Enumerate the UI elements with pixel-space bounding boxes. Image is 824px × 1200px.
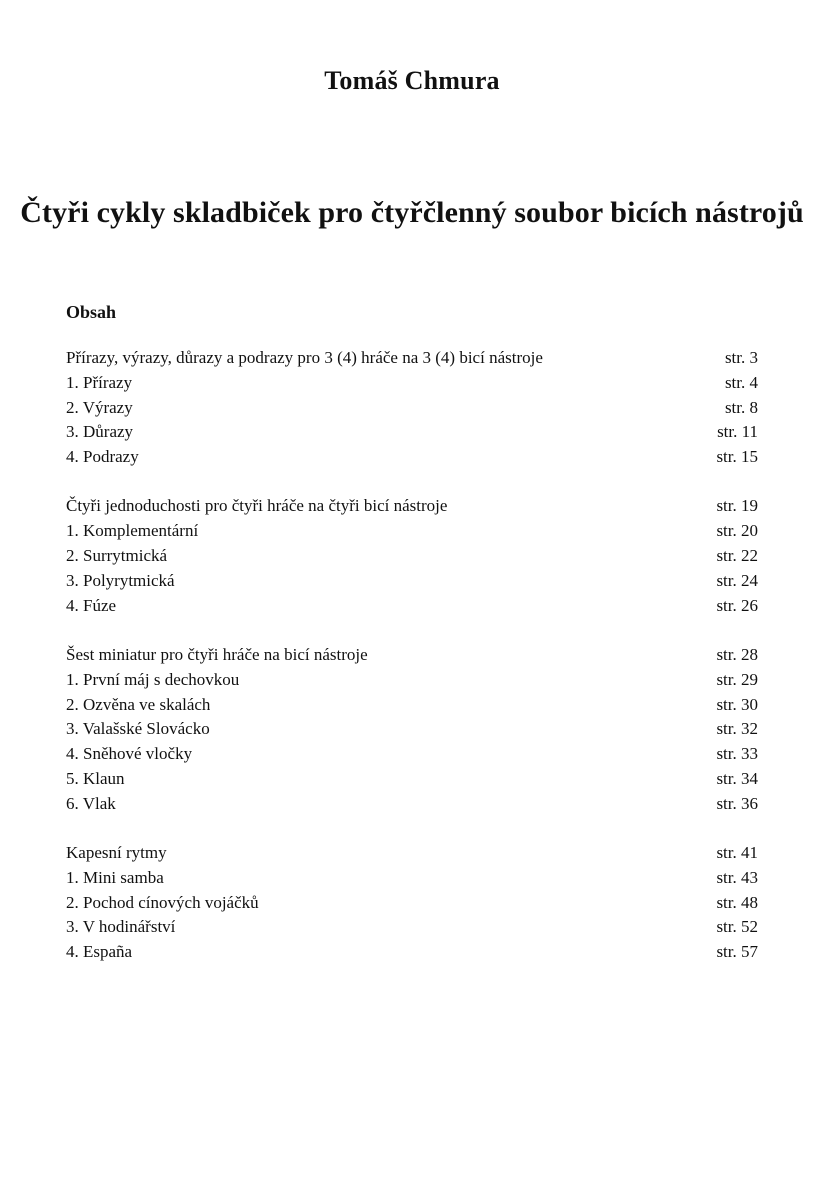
toc-entry-title: 5. Klaun [66, 768, 125, 788]
toc-section [66, 346, 758, 470]
toc-entry-title: 2. Pochod cínových vojáčků [66, 892, 259, 912]
toc-entry-page: str. 11 [717, 422, 758, 442]
toc-entry-title: Kapesní rytmy [66, 843, 167, 863]
table-of-contents [66, 346, 758, 990]
toc-entry-title: 2. Surrytmická [66, 546, 168, 566]
toc-entry [66, 717, 758, 742]
toc-entry-page: str. 30 [716, 694, 758, 714]
toc-entry-title: 1. První máj s dechovkou [66, 669, 240, 689]
toc-entry [66, 445, 758, 470]
toc-entry [66, 693, 758, 718]
toc-entry-title: 4. España [66, 942, 133, 962]
toc-entry-page: str. 28 [716, 644, 758, 664]
toc-entry-title: 4. Podrazy [66, 447, 139, 467]
toc-entry [66, 569, 758, 594]
toc-entry-page: str. 32 [716, 719, 758, 739]
toc-entry-page: str. 15 [716, 447, 758, 467]
toc-entry-page: str. 43 [716, 867, 758, 887]
toc-entry-title: Šest miniatur pro čtyři hráče na bicí nástroje [66, 644, 368, 664]
toc-section [66, 494, 758, 618]
toc-entry-title: 4. Sněhové vločky [66, 744, 193, 764]
toc-entry [66, 420, 758, 445]
toc-section [66, 643, 758, 817]
toc-entry-title: 1. Mini samba [66, 867, 164, 887]
toc-entry-title: 3. Valašské Slovácko [66, 719, 210, 739]
toc-entry-title: 3. Polyrytmická [66, 570, 175, 590]
toc-entry-title: Čtyři jednoduchosti pro čtyři hráče na čtyři bicí nástroje [66, 496, 448, 516]
toc-entry [66, 544, 758, 569]
toc-entry [66, 371, 758, 396]
toc-entry-title: 3. V hodinářství [66, 917, 176, 937]
toc-entry-page: str. 22 [716, 546, 758, 566]
toc-entry [66, 767, 758, 792]
toc-entry [66, 643, 758, 668]
toc-entry-page: str. 36 [716, 793, 758, 813]
toc-entry [66, 346, 758, 371]
toc-entry-page: str. 26 [716, 595, 758, 615]
toc-entry [66, 519, 758, 544]
toc-entry-page: str. 41 [716, 843, 758, 863]
toc-entry [66, 891, 758, 916]
toc-entry [66, 915, 758, 940]
toc-entry [66, 594, 758, 619]
toc-entry-page: str. 33 [716, 744, 758, 764]
toc-entry [66, 742, 758, 767]
toc-entry-title: 6. Vlak [66, 793, 116, 813]
toc-entry-title: Přírazy, výrazy, důrazy a podrazy pro 3 (4) hráče na 3 (4) bicí nástroje [66, 348, 543, 367]
toc-entry-page: str. 3 [724, 348, 758, 367]
toc-entry [66, 841, 758, 866]
toc-entry-page: str. 4 [724, 372, 758, 392]
toc-entry-page: str. 52 [716, 917, 758, 937]
toc-entry-page: str. 24 [716, 570, 758, 590]
toc-entry [66, 866, 758, 891]
toc-entry-page: str. 8 [724, 397, 758, 417]
toc-entry [66, 494, 758, 519]
toc-entry-title: 3. Důrazy [66, 422, 134, 442]
toc-entry-page: str. 57 [716, 942, 758, 962]
document-title: Čtyři cykly skladbiček pro čtyřčlenný soubor bicích nástrojů [20, 196, 804, 229]
toc-section [66, 841, 758, 965]
toc-entry [66, 396, 758, 421]
toc-entry-title: 2. Ozvěna ve skalách [66, 694, 211, 714]
toc-entry-page: str. 29 [716, 669, 758, 689]
toc-entry-title: 2. Výrazy [66, 397, 133, 417]
toc-entry-page: str. 19 [716, 496, 758, 516]
toc-entry-page: str. 48 [716, 892, 758, 912]
toc-entry-page: str. 34 [716, 768, 758, 788]
toc-entry [66, 792, 758, 817]
toc-heading: Obsah [66, 302, 117, 322]
toc-entry [66, 668, 758, 693]
author: Tomáš Chmura [324, 66, 500, 95]
toc-entry-title: 1. Komplementární [66, 521, 199, 541]
toc-entry [66, 940, 758, 965]
toc-entry-title: 4. Fúze [66, 595, 117, 615]
toc-entry-title: 1. Přírazy [66, 372, 133, 392]
toc-entry-page: str. 20 [716, 521, 758, 541]
